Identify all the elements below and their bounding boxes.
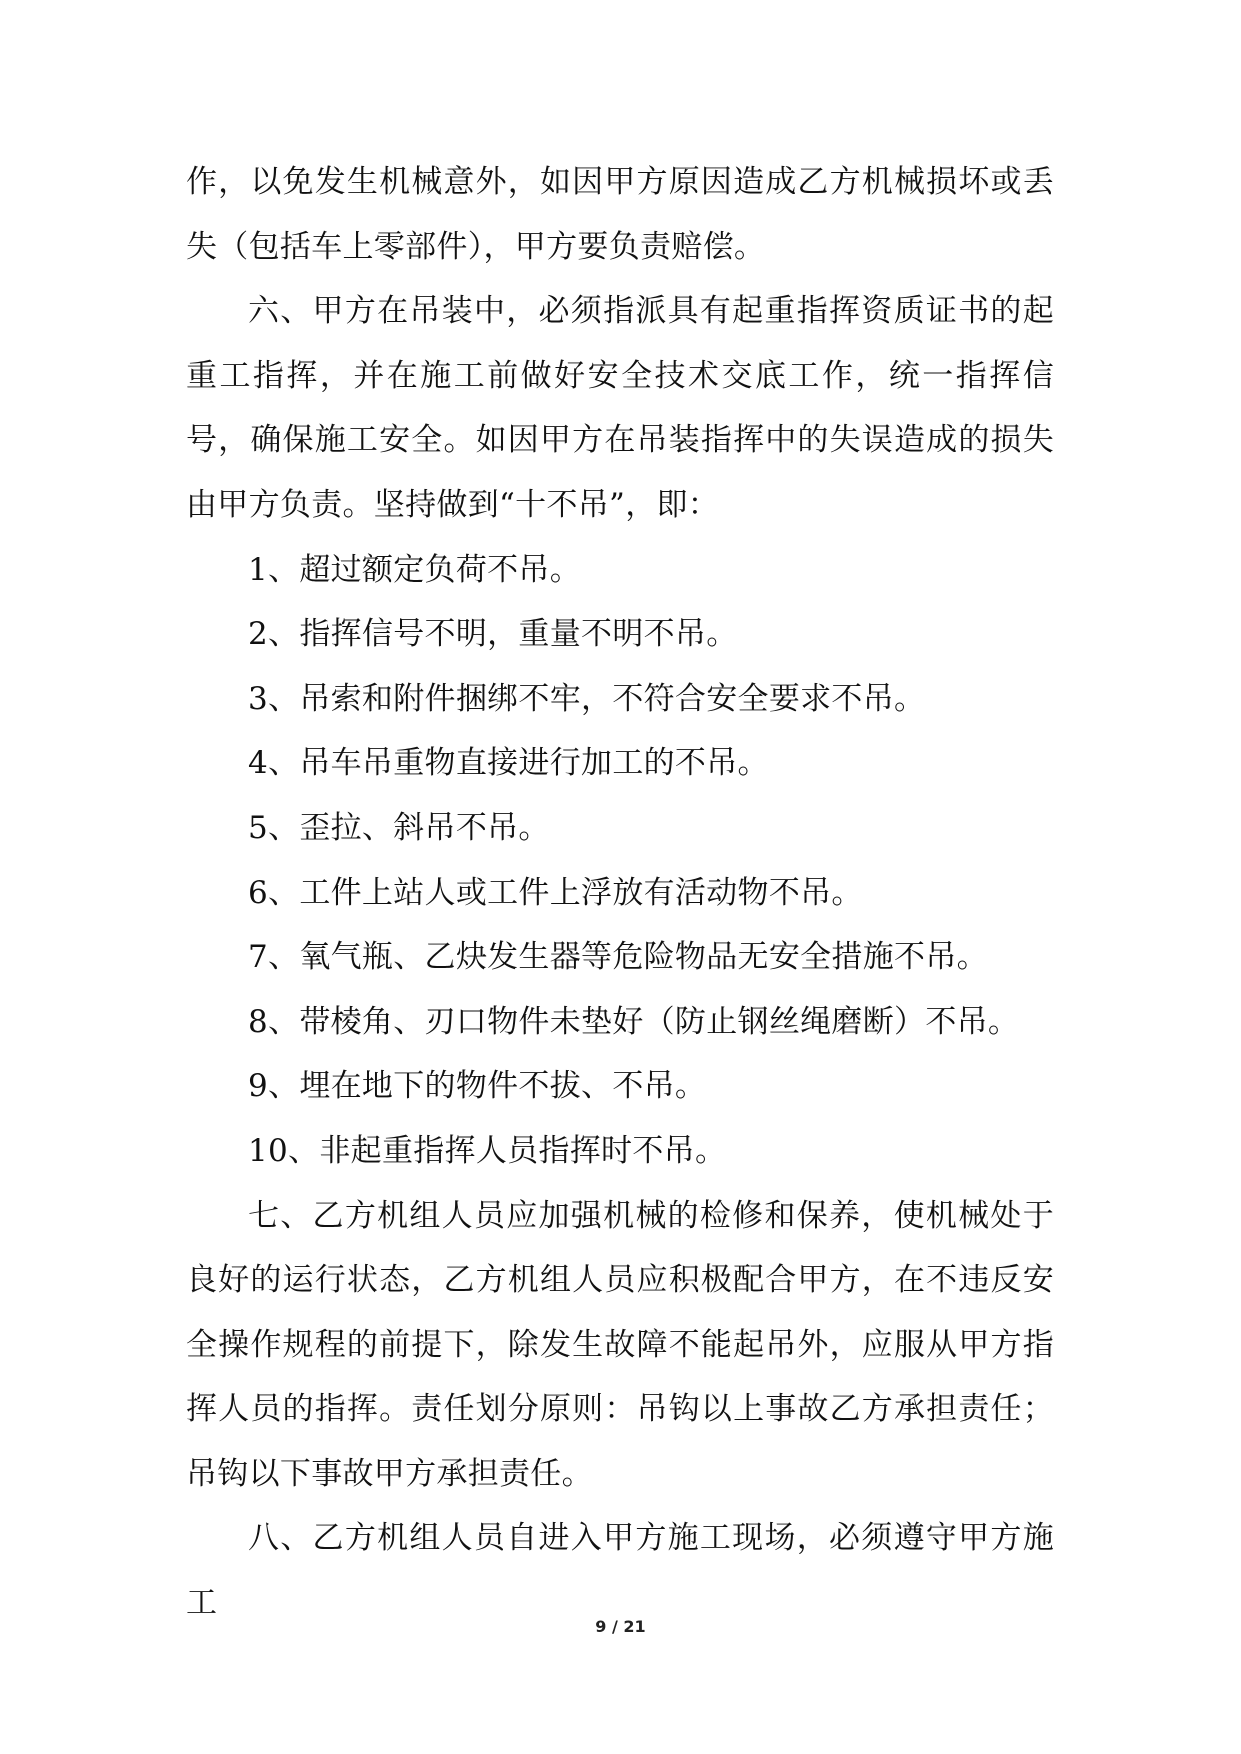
list-item-8: 8、带棱角、刃口物件未垫好（防止钢丝绳磨断）不吊。	[248, 1003, 1020, 1040]
list-item-4: 4、吊车吊重物直接进行加工的不吊。	[248, 745, 769, 782]
list-item-2: 2、指挥信号不明，重量不明不吊。	[248, 616, 738, 653]
list-item-9: 9、埋在地下的物件不拔、不吊。	[248, 1068, 707, 1105]
list-item-5: 5、歪拉、斜吊不吊。	[248, 809, 550, 846]
list-item-10: 10、非起重指挥人员指挥时不吊。	[248, 1132, 727, 1169]
paragraph-continuation: 作，以免发生机械意外，如因甲方原因造成乙方机械损坏或丢失（包括车上零部件），甲方要负责赔偿。	[186, 164, 1054, 265]
list-item-7: 7、氧气瓶、乙炔发生器等危险物品无安全措施不吊。	[248, 939, 988, 976]
list-item-1: 1、超过额定负荷不吊。	[248, 551, 582, 588]
page-number: 9 / 21	[595, 1617, 646, 1636]
paragraph-clause-eight: 八、乙方机组人员自进入甲方施工现场，必须遵守甲方施工	[186, 1520, 1054, 1622]
paragraph-clause-six: 六、甲方在吊装中，必须指派具有起重指挥资质证书的起重工指挥，并在施工前做好安全技术交底工作，统一指挥信号，确保施工安全。如因甲方在吊装指挥中的失误造成的损失由甲方负责。坚持做到“十不吊”，即：	[186, 293, 1054, 523]
list-item-3: 3、吊索和附件捆绑不牢，不符合安全要求不吊。	[248, 680, 926, 717]
paragraph-clause-seven: 七、乙方机组人员应加强机械的检修和保养，使机械处于良好的运行状态，乙方机组人员应积极配合甲方，在不违反安全操作规程的前提下，除发生故障不能起吊外，应服从甲方指挥人员的指挥。责任划分原则：吊钩以上事故乙方承担责任；吊钩以下事故甲方承担责任。	[186, 1197, 1054, 1492]
document-body	[186, 150, 1054, 1636]
list-item-6: 6、工件上站人或工件上浮放有活动物不吊。	[248, 874, 863, 911]
